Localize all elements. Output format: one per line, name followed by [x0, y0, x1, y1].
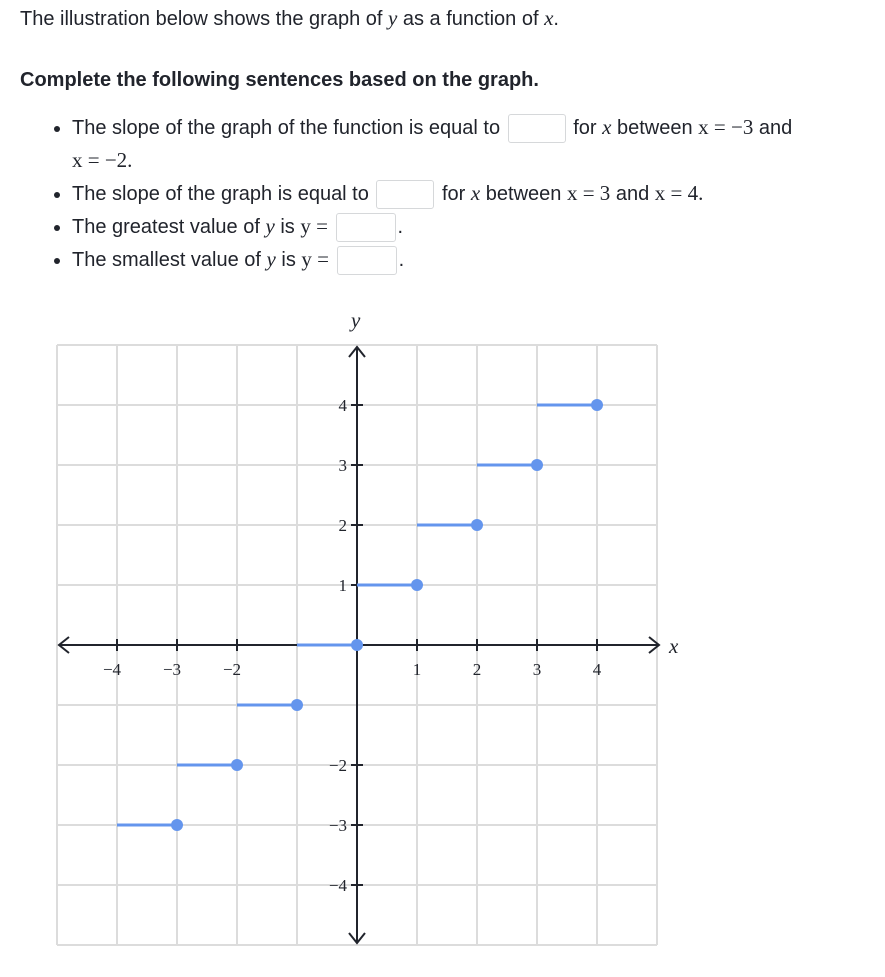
answer-input-slope-2[interactable]: [376, 180, 434, 209]
closed-endpoint: [291, 699, 303, 711]
y-axis-label: y: [351, 308, 361, 332]
x-tick-label: −2: [222, 660, 242, 679]
y-tick-label: −2: [328, 756, 347, 775]
y-tick-label: 1: [338, 576, 347, 595]
closed-endpoint: [591, 399, 603, 411]
x-tick-label: 3: [532, 660, 542, 679]
closed-endpoint: [351, 639, 363, 651]
intro-text: The illustration below shows the graph of y as a function of x.: [20, 6, 559, 30]
sentence-list: [48, 111, 872, 276]
answer-input-greatest-y[interactable]: [336, 213, 396, 242]
y-tick-label: 3: [338, 456, 347, 475]
x-tick-label: 1: [412, 660, 422, 679]
x-tick-label: −4: [102, 660, 122, 679]
x-tick-label: −3: [162, 660, 182, 679]
closed-endpoint: [411, 579, 423, 591]
x-axis-label: x: [669, 634, 679, 658]
answer-input-smallest-y[interactable]: [337, 246, 397, 275]
closed-endpoint: [231, 759, 243, 771]
step-function-graph: [0, 300, 885, 960]
sentence-4: • The smallest value of y is y = .: [72, 243, 872, 276]
instructions-heading: Complete the following sentences based on the graph.: [20, 69, 539, 91]
y-tick-label: 4: [338, 396, 347, 415]
closed-endpoint: [471, 519, 483, 531]
x-tick-label: 2: [472, 660, 482, 679]
answer-input-slope-1[interactable]: [508, 114, 566, 143]
y-tick-label: −4: [328, 876, 347, 895]
y-tick-label: −3: [328, 816, 347, 835]
sentence-1: • The slope of the graph of the function is equal to for x between x = −3 and x = −2.: [72, 111, 872, 177]
y-tick-label: 2: [338, 516, 347, 535]
closed-endpoint: [171, 819, 183, 831]
closed-endpoint: [531, 459, 543, 471]
sentence-2: • The slope of the graph is equal to for x between x = 3 and x = 4.: [72, 177, 872, 210]
x-tick-label: 4: [592, 660, 602, 679]
sentence-3: • The greatest value of y is y = .: [72, 210, 872, 243]
